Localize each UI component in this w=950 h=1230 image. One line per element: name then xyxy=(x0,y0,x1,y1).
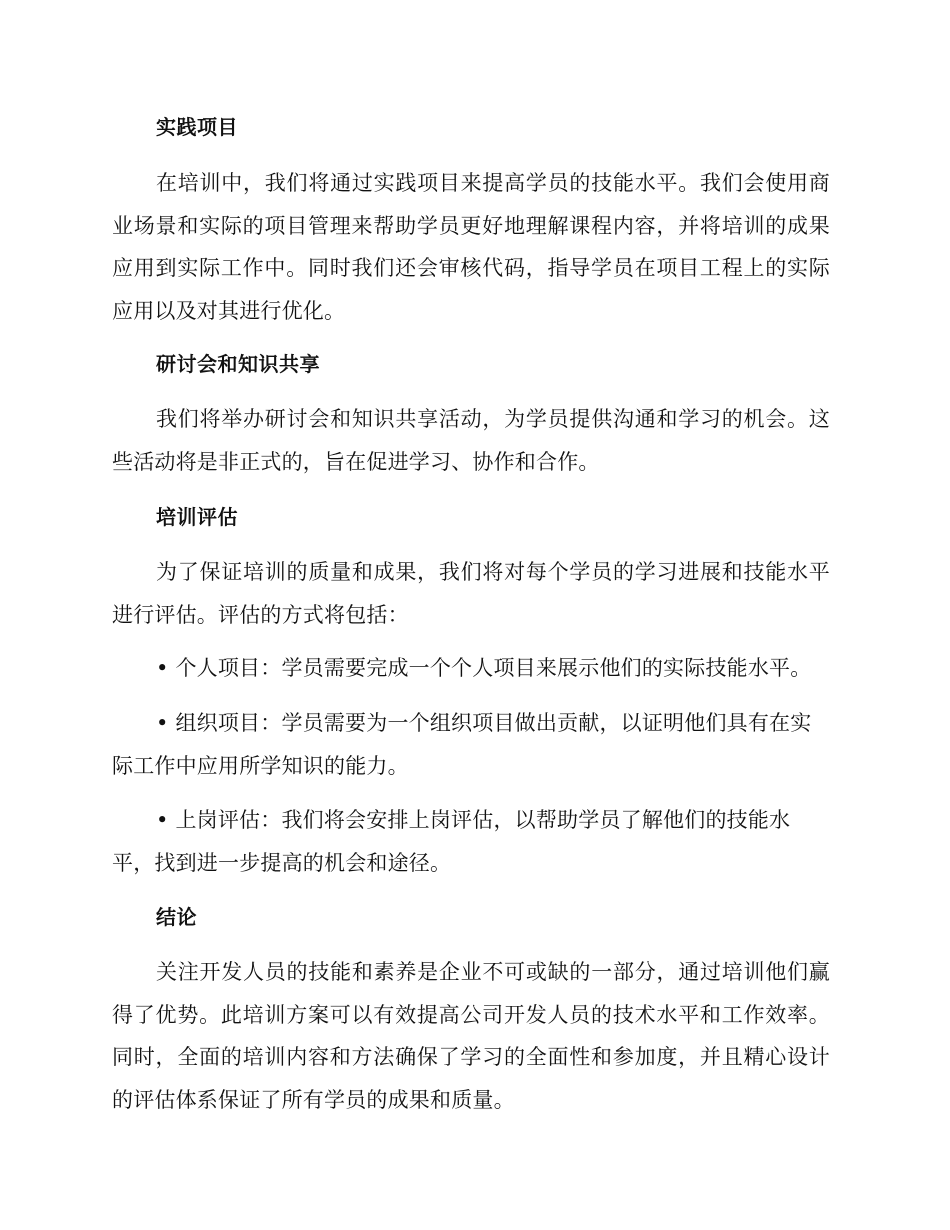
section-heading-practice-projects: 实践项目 xyxy=(156,115,238,139)
list-item-organization-project: • 组织项目：学员需要为一个组织项目做出贡献，以证明他们具有在实际工作中应用所学知识的能力。 xyxy=(112,711,812,778)
section-heading-seminars: 研讨会和知识共享 xyxy=(156,352,320,376)
section-heading-evaluation: 培训评估 xyxy=(156,505,238,529)
paragraph-evaluation: 为了保证培训的质量和成果，我们将对每个学员的学习进展和技能水平进行评估。评估的方式将包括： xyxy=(112,560,830,627)
paragraph-seminars: 我们将举办研讨会和知识共享活动，为学员提供沟通和学习的机会。这些活动将是非正式的，旨在促进学习、协作和合作。 xyxy=(112,407,830,474)
paragraph-practice-projects: 在培训中，我们将通过实践项目来提高学员的技能水平。我们会使用商业场景和实际的项目管理来帮助学员更好地理解课程内容，并将培训的成果应用到实际工作中。同时我们还会审核代码，指导学员在项目工程上的实际应用以及对其进行优化。 xyxy=(112,171,830,323)
section-heading-conclusion: 结论 xyxy=(156,905,197,929)
paragraph-conclusion: 关注开发人员的技能和素养是企业不可或缺的一部分，通过培训他们赢得了优势。此培训方案可以有效提高公司开发人员的技术水平和工作效率。同时，全面的培训内容和方法确保了学习的全面性和参加度，并且精心设计的评估体系保证了所有学员的成果和质量。 xyxy=(112,960,830,1112)
list-item-personal-project: • 个人项目：学员需要完成一个个人项目来展示他们的实际技能水平。 xyxy=(156,656,812,680)
list-item-onboarding-evaluation: • 上岗评估：我们将会安排上岗评估，以帮助学员了解他们的技能水平，找到进一步提高的机会和途径。 xyxy=(112,808,791,875)
